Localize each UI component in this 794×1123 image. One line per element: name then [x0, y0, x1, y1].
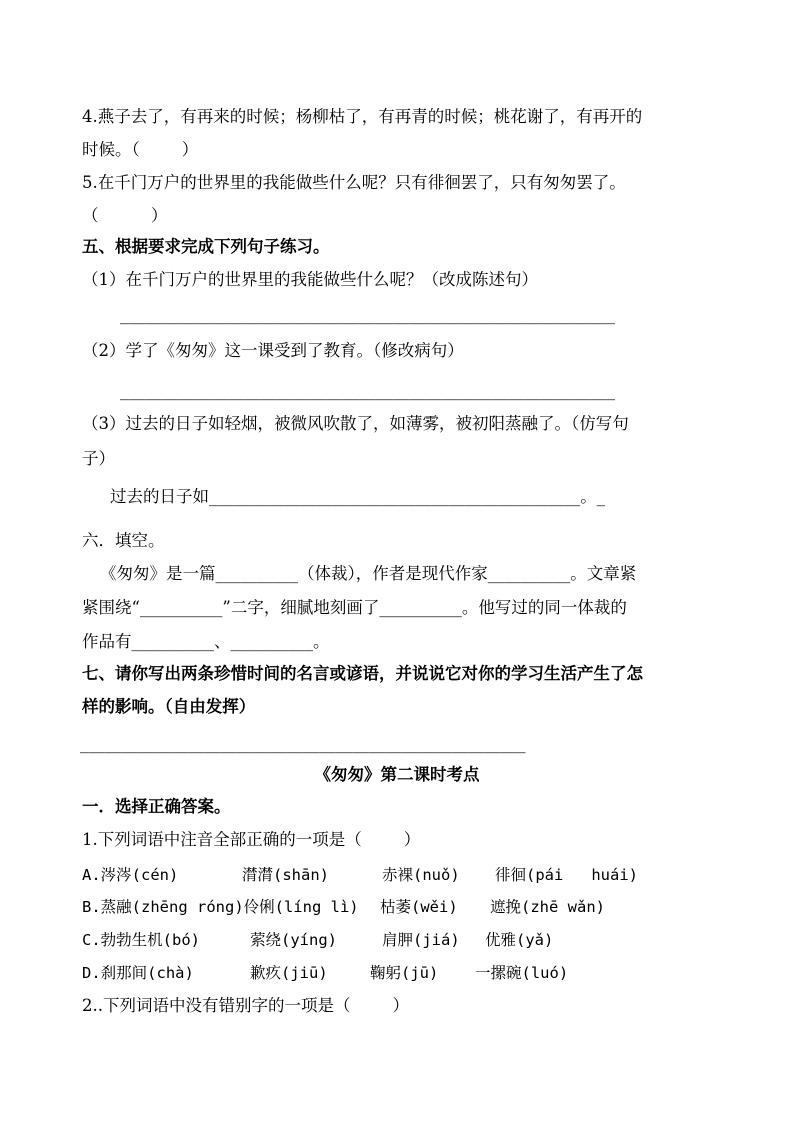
line-q5: 5.在千门万户的世界里的我能做些什么呢？只有徘徊罢了，只有匆匆罢了。 — [82, 173, 626, 192]
section-6-heading: 六．填空。 — [82, 531, 165, 550]
fill-line-1: 《匆匆》是一篇__________（体裁），作者是现代作家__________。文章紧 — [100, 564, 637, 583]
option-c-1: C.勃勃生机(bó) — [82, 931, 200, 949]
lesson-title: 《匆匆》第二课时考点 — [314, 765, 480, 784]
line-q4: 4.燕子去了，有再来的时候；杨柳枯了，有再青的时候；桃花谢了，有再开的 — [82, 107, 643, 126]
answer-line-3: ______________________________________________________ — [80, 734, 526, 753]
sentence-1: （1）在千门万户的世界里的我能做些什么呢？（改成陈述句） — [82, 270, 538, 289]
sentence-3: （3）过去的日子如轻烟，被微风吹散了，如薄雾，被初阳蒸融了。（仿写句 — [82, 414, 629, 433]
option-b-1: B.蒸融(zhēng róng)伶俐(líng lì) — [82, 898, 359, 916]
option-a-3: 赤裸(nuǒ) — [382, 866, 460, 884]
line-q5-blank: （ ） — [82, 206, 168, 225]
option-d-3: 鞠躬(jū) — [370, 964, 439, 982]
option-d-4: 一摞碗(luó) — [475, 964, 569, 982]
question-1: 1.下列词语中注音全部正确的一项是（ ） — [82, 830, 421, 849]
line-q4-cont: 时候。（ ） — [82, 140, 199, 159]
option-a-1: A.涔涔(cén) — [82, 866, 179, 884]
option-d-2: 歉疚(jiū) — [250, 964, 328, 982]
section-5-heading: 五、根据要求完成下列句子练习。 — [82, 237, 330, 256]
option-c-4: 优雅(yǎ) — [485, 931, 554, 949]
section-7-heading: 七、请你写出两条珍惜时间的名言或谚语，并说说它对你的学习生活产生了怎 — [82, 664, 643, 683]
question-2: 2..下列词语中没有错别字的一项是（ ） — [82, 996, 409, 1015]
fill-line-2: 紧围绕“__________”二字，细腻地刻画了__________。他写过的同一体裁的 — [82, 598, 627, 617]
section-1-heading: 一．选择正确答案。 — [82, 797, 231, 816]
answer-line-2: ____________________________________________________________ — [120, 381, 615, 400]
option-d-1: D.刹那间(chà) — [82, 964, 194, 982]
option-b-3: 遮挽(zhē wǎn) — [490, 898, 605, 916]
answer-line-1: ____________________________________________________________ — [120, 305, 615, 324]
option-a-4: 徘徊(pái huái) — [495, 866, 638, 884]
section-7-heading-cont: 样的影响。（自由发挥） — [82, 697, 256, 716]
sentence-2: （2）学了《匆匆》这一课受到了教育。（修改病句） — [82, 341, 464, 360]
option-c-2: 萦绕(yíng) — [250, 931, 337, 949]
option-b-2: 枯萎(wěi) — [380, 898, 458, 916]
imitation-line: 过去的日子如_____________________________________________。_ — [110, 487, 605, 506]
option-c-3: 肩胛(jiá) — [382, 931, 460, 949]
option-a-2: 潸潸(shān) — [242, 866, 329, 884]
sentence-3-cont: 子） — [82, 449, 115, 468]
fill-line-3: 作品有__________、__________。 — [82, 632, 330, 651]
